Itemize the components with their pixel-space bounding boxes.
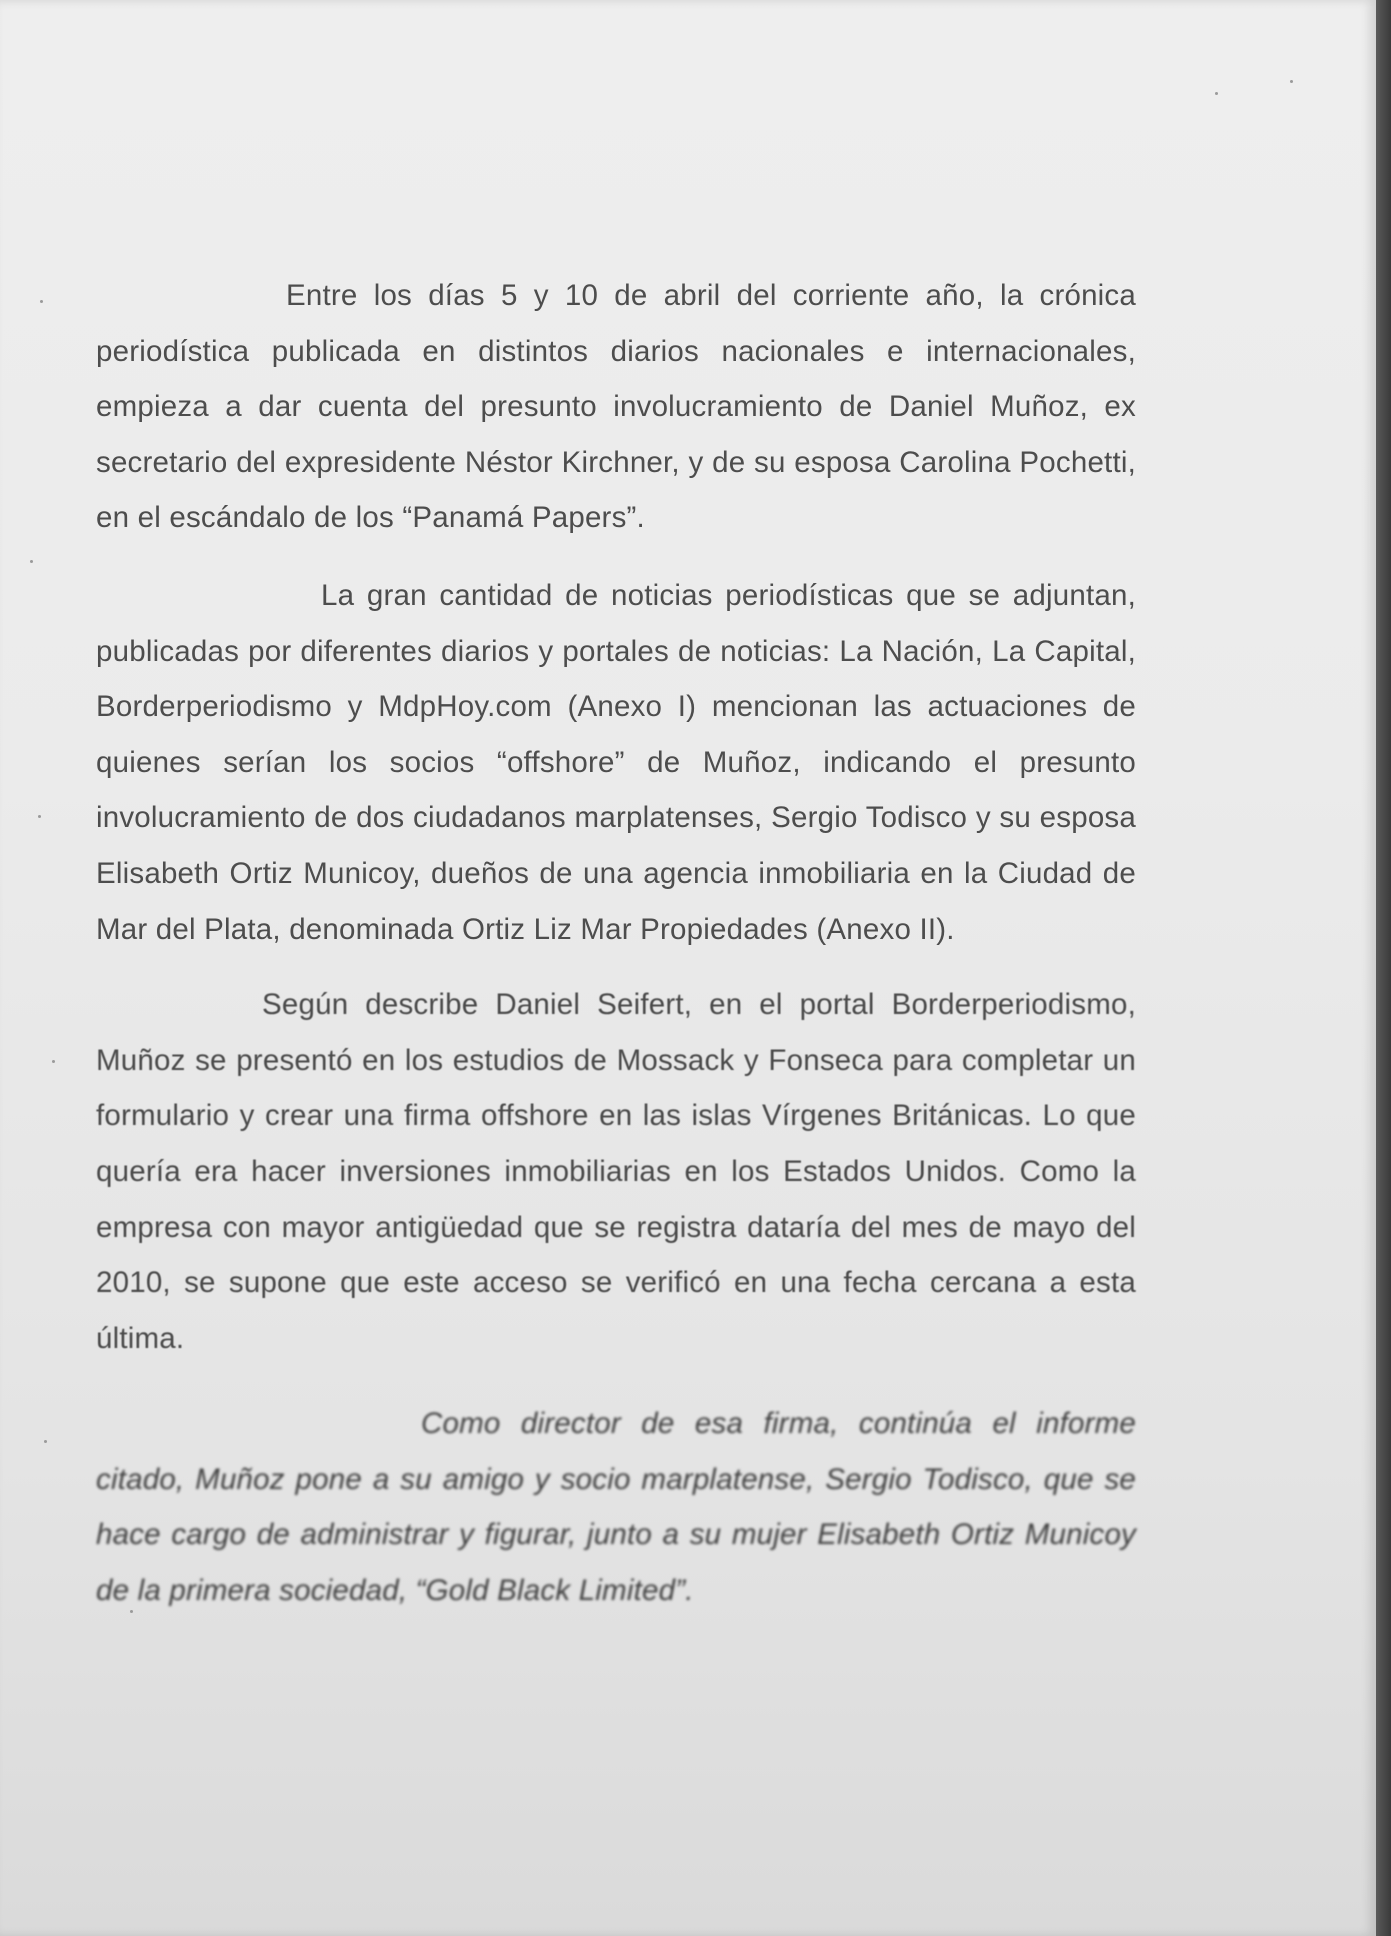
paragraph-1: Entre los días 5 y 10 de abril del corriente año, la crónica periodística publicada en distintos diarios nacionales e internacionales, empieza a dar cuenta del presunto involucramiento de Daniel Muñoz, ex secretario del expresidente Néstor Kirchner, y de su esposa Carolina Pochetti, en el escándalo de los “Panamá Papers”. [96,279,1136,535]
paragraph-2: La gran cantidad de noticias periodísticas que se adjuntan, publicadas por diferentes diarios y portales de noticias: La Nación, La Capital, Borderperiodismo y MdpHoy.com (Anexo I) mencionan las actuaciones de quienes serían los socios “offshore” de Muñoz, indicando el presunto involucramiento de dos ciudadanos marplatenses, Sergio Todisco y su esposa Elisabeth Ortiz Municoy, dueños de una agencia inmobiliaria en la Ciudad de Mar del Plata, denominada Ortiz Liz Mar Propiedades (Anexo II). [96,578,1136,946]
paragraph-4: Como director de esa firma, continúa el informe citado, Muñoz pone a su amigo y socio marplatense, Sergio Todisco, que se hace cargo de administrar y figurar, junto a su mujer Elisabeth Ortiz Municoy de la primera sociedad, “Gold Black Limited”. [96,1407,1136,1608]
document-body [96,268,1136,1619]
page-edge-shadow [1376,0,1391,1936]
paragraph-3: Según describe Daniel Seifert, en el portal Borderperiodismo, Muñoz se presentó en los estudios de Mossack y Fonseca para completar un formulario y crear una firma offshore en las islas Vírgenes Británicas. Lo que quería era hacer inversiones inmobiliarias en los Estados Unidos. Como la empresa con mayor antigüedad que se registra dataría del mes de mayo del 2010, se supone que este acceso se verificó en una fecha cercana a esta última. [96,988,1136,1355]
